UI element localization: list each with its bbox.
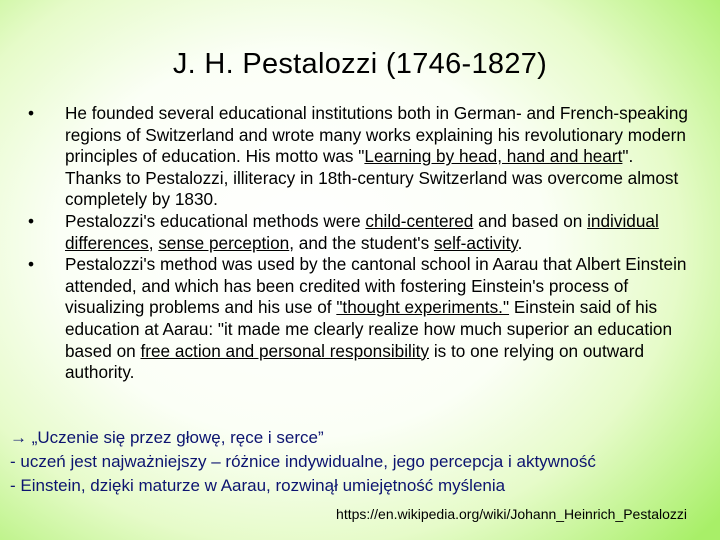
bullet-item: [28, 254, 693, 384]
bullet-item: [28, 103, 693, 211]
summary-line: - uczeń jest najważniejszy – różnice indywidualne, jego percepcja i aktywność: [10, 452, 596, 471]
underlined-phrase: individual differences: [65, 210, 659, 253]
polish-summary: [10, 426, 715, 498]
bullet-item: [28, 211, 693, 254]
summary-line: - Einstein, dzięki maturze w Aarau, rozwinął umiejętność myślenia: [10, 476, 506, 495]
underlined-phrase: sense perception: [158, 232, 290, 253]
bullet-segment: , and the student's: [289, 232, 434, 253]
bullet-segment: ,: [148, 232, 159, 253]
bullet-dot-icon: •: [28, 254, 35, 275]
bullet-segment: is to one relying on outward authority.: [65, 340, 645, 383]
underlined-phrase: free action and personal responsibility: [140, 340, 430, 361]
bullet-dot-icon: •: [28, 210, 35, 231]
bullet-segment: Pestalozzi's educational methods were: [65, 210, 366, 231]
bullet-segment: and based on: [473, 210, 588, 231]
bullet-list: [28, 103, 693, 384]
summary-line: → „Uczenie się przez głowę, ręce i serce”: [10, 428, 324, 447]
underlined-phrase: self-activity: [433, 232, 518, 253]
bullet-segment: .: [517, 232, 523, 253]
bullet-segment: ". Thanks to Pestalozzi, illiteracy in 18th-century Switzerland was overcome almost completely by 1830.: [65, 146, 679, 210]
underlined-phrase: child-centered: [365, 210, 474, 231]
underlined-phrase: "thought experiments.": [336, 297, 510, 318]
slide-title: J. H. Pestalozzi (1746-1827): [172, 48, 548, 80]
underlined-phrase: Learning by head, hand and heart: [364, 146, 623, 167]
bullet-segment: He founded several educational institutions both in German- and French-speaking regions of Switzerland and wrote many works explaining his revolutionary modern principles of education. His motto was ": [65, 103, 688, 167]
bullet-segment: Einstein said of his education at Aarau: "it made me clearly realize how much superior an education based on: [65, 297, 673, 361]
bullet-dot-icon: •: [28, 103, 35, 123]
source-url: https://en.wikipedia.org/wiki/Johann_Heinrich_Pestalozzi: [336, 506, 687, 522]
bullet-segment: Pestalozzi's method was used by the cantonal school in Aarau that Albert Einstein attended, and which has been credited with fostering Einstein's process of visualizing problems and his use of: [65, 254, 687, 318]
